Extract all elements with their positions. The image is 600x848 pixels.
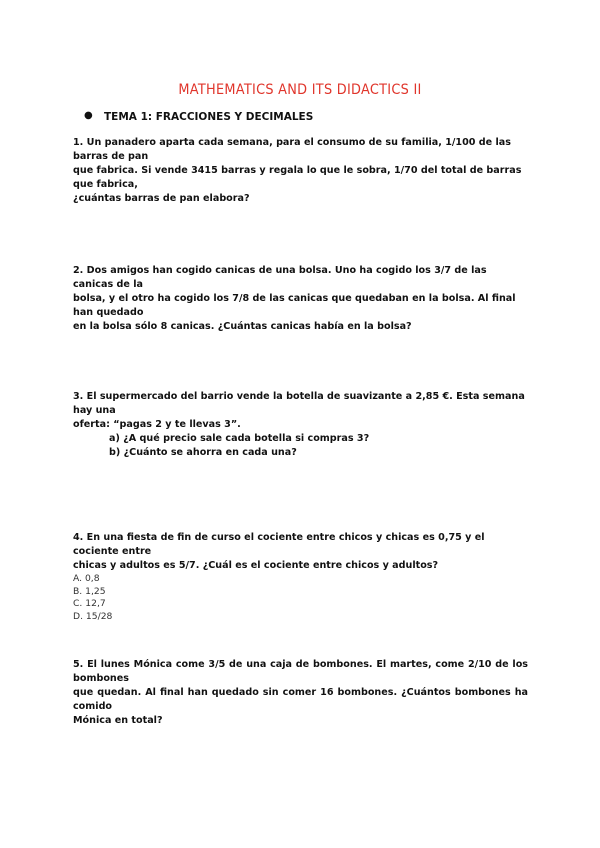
answer-option: D. 15/28: [73, 610, 113, 622]
page-title: MATHEMATICS AND ITS DIDACTICS II: [178, 82, 422, 98]
question-line: ¿cuántas barras de pan elabora?: [73, 193, 250, 204]
question-line: que quedan. Al final han quedado sin comer 16 bombones. ¿Cuántos bombones ha comido: [73, 687, 528, 712]
question-subitem: a) ¿A qué precio sale cada botella si compras 3?: [109, 433, 370, 444]
answer-option: A. 0,8: [73, 573, 100, 584]
question-line: 2. Dos amigos han cogido canicas de una bolsa. Uno ha cogido los 3/7 de las canicas de la: [73, 265, 487, 290]
bullet-icon: ●: [84, 110, 93, 121]
question-1: [73, 136, 528, 206]
question-line: Mónica en total?: [73, 715, 163, 726]
question-line: bolsa, y el otro ha cogido los 7/8 de las canicas que quedaban en la bolsa. Al final han quedado: [73, 293, 516, 318]
answer-option: C. 12,7: [73, 598, 106, 609]
question-subitem: b) ¿Cuánto se ahorra en cada una?: [109, 447, 297, 458]
question-line: chicas y adultos es 5/7. ¿Cuál es el cociente entre chicos y adultos?: [73, 560, 439, 571]
question-5: [73, 658, 528, 728]
topic-heading: [84, 110, 314, 123]
question-2: [73, 264, 528, 334]
question-line: 1. Un panadero aparta cada semana, para el consumo de su familia, 1/100 de las barras de pan: [73, 137, 511, 162]
topic-label: TEMA 1: FRACCIONES Y DECIMALES: [104, 111, 314, 123]
question-line: en la bolsa sólo 8 canicas. ¿Cuántas canicas había en la bolsa?: [73, 321, 412, 332]
question-line: 3. El supermercado del barrio vende la botella de suavizante a 2,85 €. Esta semana hay una: [73, 391, 525, 416]
question-line: que fabrica. Si vende 3415 barras y regala lo que le sobra, 1/70 del total de barras que fabrica,: [73, 165, 522, 190]
question-4: [73, 531, 528, 623]
question-line: oferta: “pagas 2 y te llevas 3”.: [73, 419, 241, 430]
answer-option: B. 1,25: [73, 585, 106, 597]
question-line: 4. En una fiesta de fin de curso el cociente entre chicos y chicas es 0,75 y el cociente entre: [73, 532, 485, 557]
question-3: [73, 390, 528, 460]
question-line: 5. El lunes Mónica come 3/5 de una caja de bombones. El martes, come 2/10 de los bombones: [73, 659, 528, 684]
